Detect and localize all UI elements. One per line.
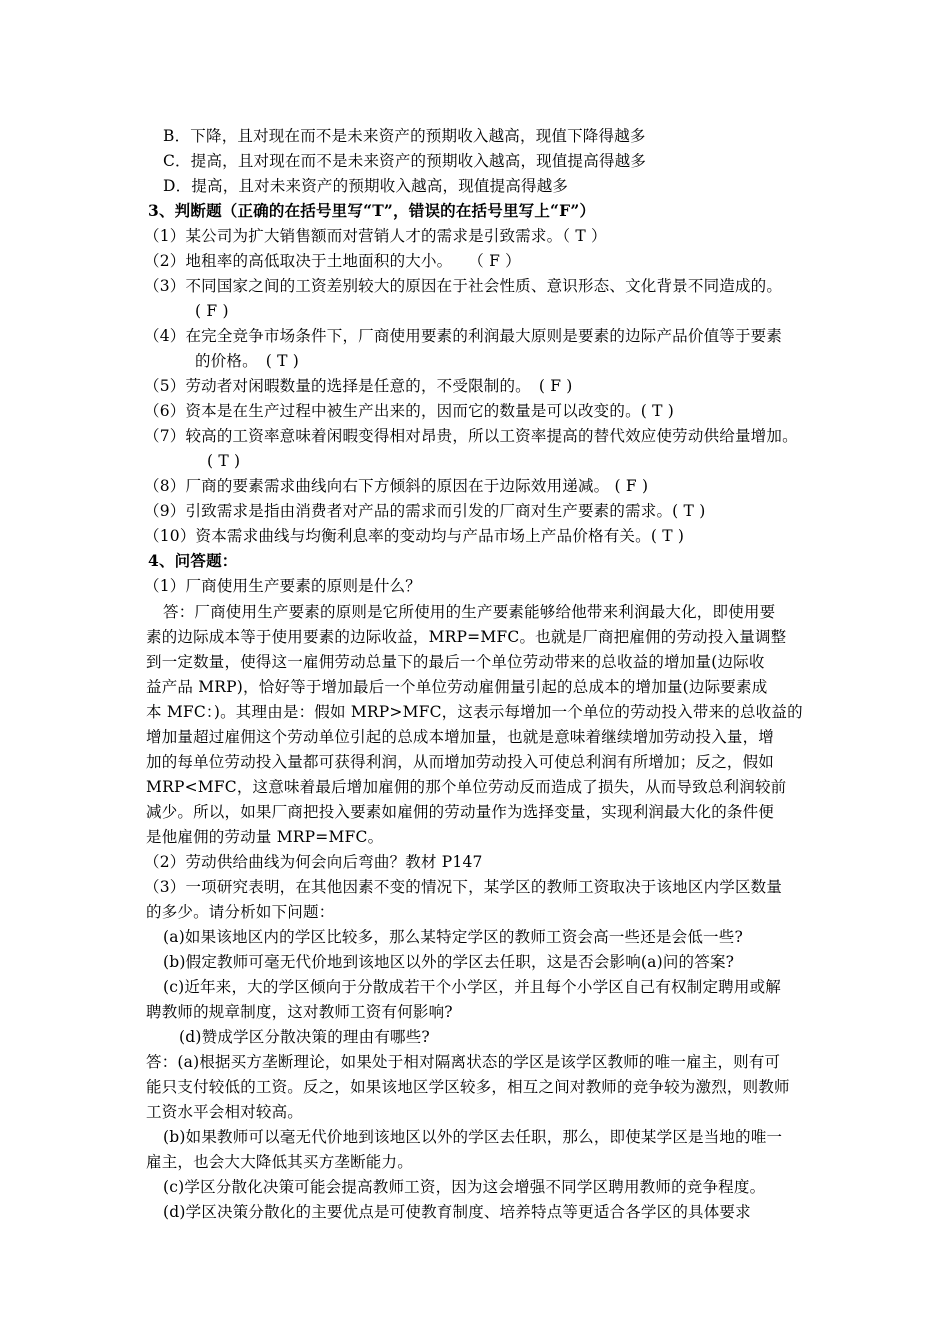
judgment-item-6: （6）资本是在生产过程中被生产出来的，因而它的数量是可以改变的。( T ) (144, 402, 675, 420)
question-3b: (b)假定教师可毫无代价地到该地区以外的学区去任职，这是否会影响(a)问的答案? (163, 953, 735, 971)
question-3c-cont: 聘教师的规章制度，这对教师工资有何影响? (146, 1003, 453, 1021)
answer-1-line: 本 MFC：)。其理由是：假如 MRP>MFC，这表示每增加一个单位的劳动投入带来的总收益的 (146, 703, 803, 721)
answer-1-line: 到一定数量，使得这一雇佣劳动总量下的最后一个单位劳动带来的总收益的增加量(边际收 (146, 653, 765, 671)
answer-3d: (d)学区决策分散化的主要优点是可使教育制度、培养特点等更适合各学区的具体要求 (163, 1203, 751, 1221)
judgment-item-10: （10）资本需求曲线与均衡利息率的变动均与产品市场上产品价格有关。( T ) (144, 527, 685, 545)
answer-1-line: 增加量超过雇佣这个劳动单位引起的总成本增加量，也就是意味着继续增加劳动投入量，增 (146, 728, 775, 746)
judgment-item-2: （2）地租率的高低取决于土地面积的大小。 （ F ） (144, 252, 521, 270)
answer-1-line: MRP<MFC，这意味着最后增加雇佣的那个单位劳动反而造成了损失，从而导致总利润较前 (146, 778, 787, 796)
judgment-item-9: （9）引致需求是指由消费者对产品的需求而引发的厂商对生产要素的需求。( T ) (144, 502, 706, 520)
judgment-item-8: （8）厂商的要素需求曲线向右下方倾斜的原因在于边际效用递减。 ( F ) (144, 477, 649, 495)
answer-3-line: 工资水平会相对较高。 (146, 1103, 304, 1121)
answer-3b: (b)如果教师可以毫无代价地到该地区以外的学区去任职，那么，即使某学区是当地的唯一 (163, 1128, 783, 1146)
option-b: B．下降，且对现在而不是未来资产的预期收入越高，现值下降得越多 (163, 127, 646, 145)
answer-1-line: 答：厂商使用生产要素的原则是它所使用的生产要素能够给他带来利润最大化，即使用要 (163, 603, 776, 621)
question-3d: (d)赞成学区分散决策的理由有哪些? (179, 1028, 430, 1046)
judgment-item-5: （5）劳动者对闲暇数量的选择是任意的，不受限制的。 ( F ) (144, 377, 573, 395)
answer-1-line: 减少。所以，如果厂商把投入要素如雇佣的劳动量作为选择变量，实现利润最大化的条件便 (146, 803, 775, 821)
question-3-cont: 的多少。请分析如下问题： (146, 903, 335, 921)
option-d: D．提高，且对未来资产的预期收入越高，现值提高得越多 (163, 177, 569, 195)
question-3c: (c)近年来，大的学区倾向于分散成若干个小学区，并且每个小学区自己有权制定聘用或解 (163, 978, 781, 996)
answer-1-line: 益产品 MRP)，恰好等于增加最后一个单位劳动雇佣量引起的总成本的增加量(边际要素成 (146, 678, 768, 696)
answer-1-line: 素的边际成本等于使用要素的边际收益，MRP=MFC。也就是厂商把雇佣的劳动投入量调整 (146, 628, 787, 646)
section-4-heading: 4、问答题： (148, 551, 238, 570)
judgment-item-1: （1）某公司为扩大销售额而对营销人才的需求是引致需求。（ T ） (144, 227, 607, 245)
question-1: （1）厂商使用生产要素的原则是什么？ (144, 577, 421, 595)
answer-1-line: 加的每单位劳动投入量都可获得利润，从而增加劳动投入可使总利润有所增加；反之，假如 (146, 753, 775, 771)
judgment-item-4: （4）在完全竞争市场条件下，厂商使用要素的利润最大原则是要素的边际产品价值等于要素 (144, 327, 783, 345)
answer-3-line: 能只支付较低的工资。反之，如果该地区学区较多，相互之间对教师的竞争较为激烈，则教师 (146, 1078, 790, 1096)
judgment-item-3: （3）不同国家之间的工资差别较大的原因在于社会性质、意识形态、文化背景不同造成的。 (144, 277, 783, 295)
judgment-item-7-answer: ( T ) (207, 452, 241, 470)
answer-3b-cont: 雇主，也会大大降低其买方垄断能力。 (146, 1153, 413, 1171)
answer-1-line: 是他雇佣的劳动量 MRP=MFC。 (146, 828, 384, 846)
section-3-heading: 3、判断题（正确的在括号里写“T”，错误的在括号里写上“F”） (148, 201, 596, 220)
judgment-item-7: （7）较高的工资率意味着闲暇变得相对昂贵，所以工资率提高的替代效应使劳动供给量增加。 (144, 427, 798, 445)
option-c: C．提高，且对现在而不是未来资产的预期收入越高，现值提高得越多 (163, 152, 647, 170)
judgment-item-4-cont: 的价格。 ( T ) (195, 352, 300, 370)
answer-3c: (c)学区分散化决策可能会提高教师工资，因为这会增强不同学区聘用教师的竞争程度。 (163, 1178, 766, 1196)
question-3a: (a)如果该地区内的学区比较多，那么某特定学区的教师工资会高一些还是会低一些? (163, 928, 743, 946)
judgment-item-3-answer: ( F ) (195, 302, 229, 320)
answer-3-line: 答：(a)根据买方垄断理论，如果处于相对隔离状态的学区是该学区教师的唯一雇主，则有可 (146, 1053, 781, 1071)
question-3: （3）一项研究表明，在其他因素不变的情况下，某学区的教师工资取决于该地区内学区数量 (144, 878, 783, 896)
question-2: （2）劳动供给曲线为何会向后弯曲？教材 P147 (144, 853, 483, 871)
